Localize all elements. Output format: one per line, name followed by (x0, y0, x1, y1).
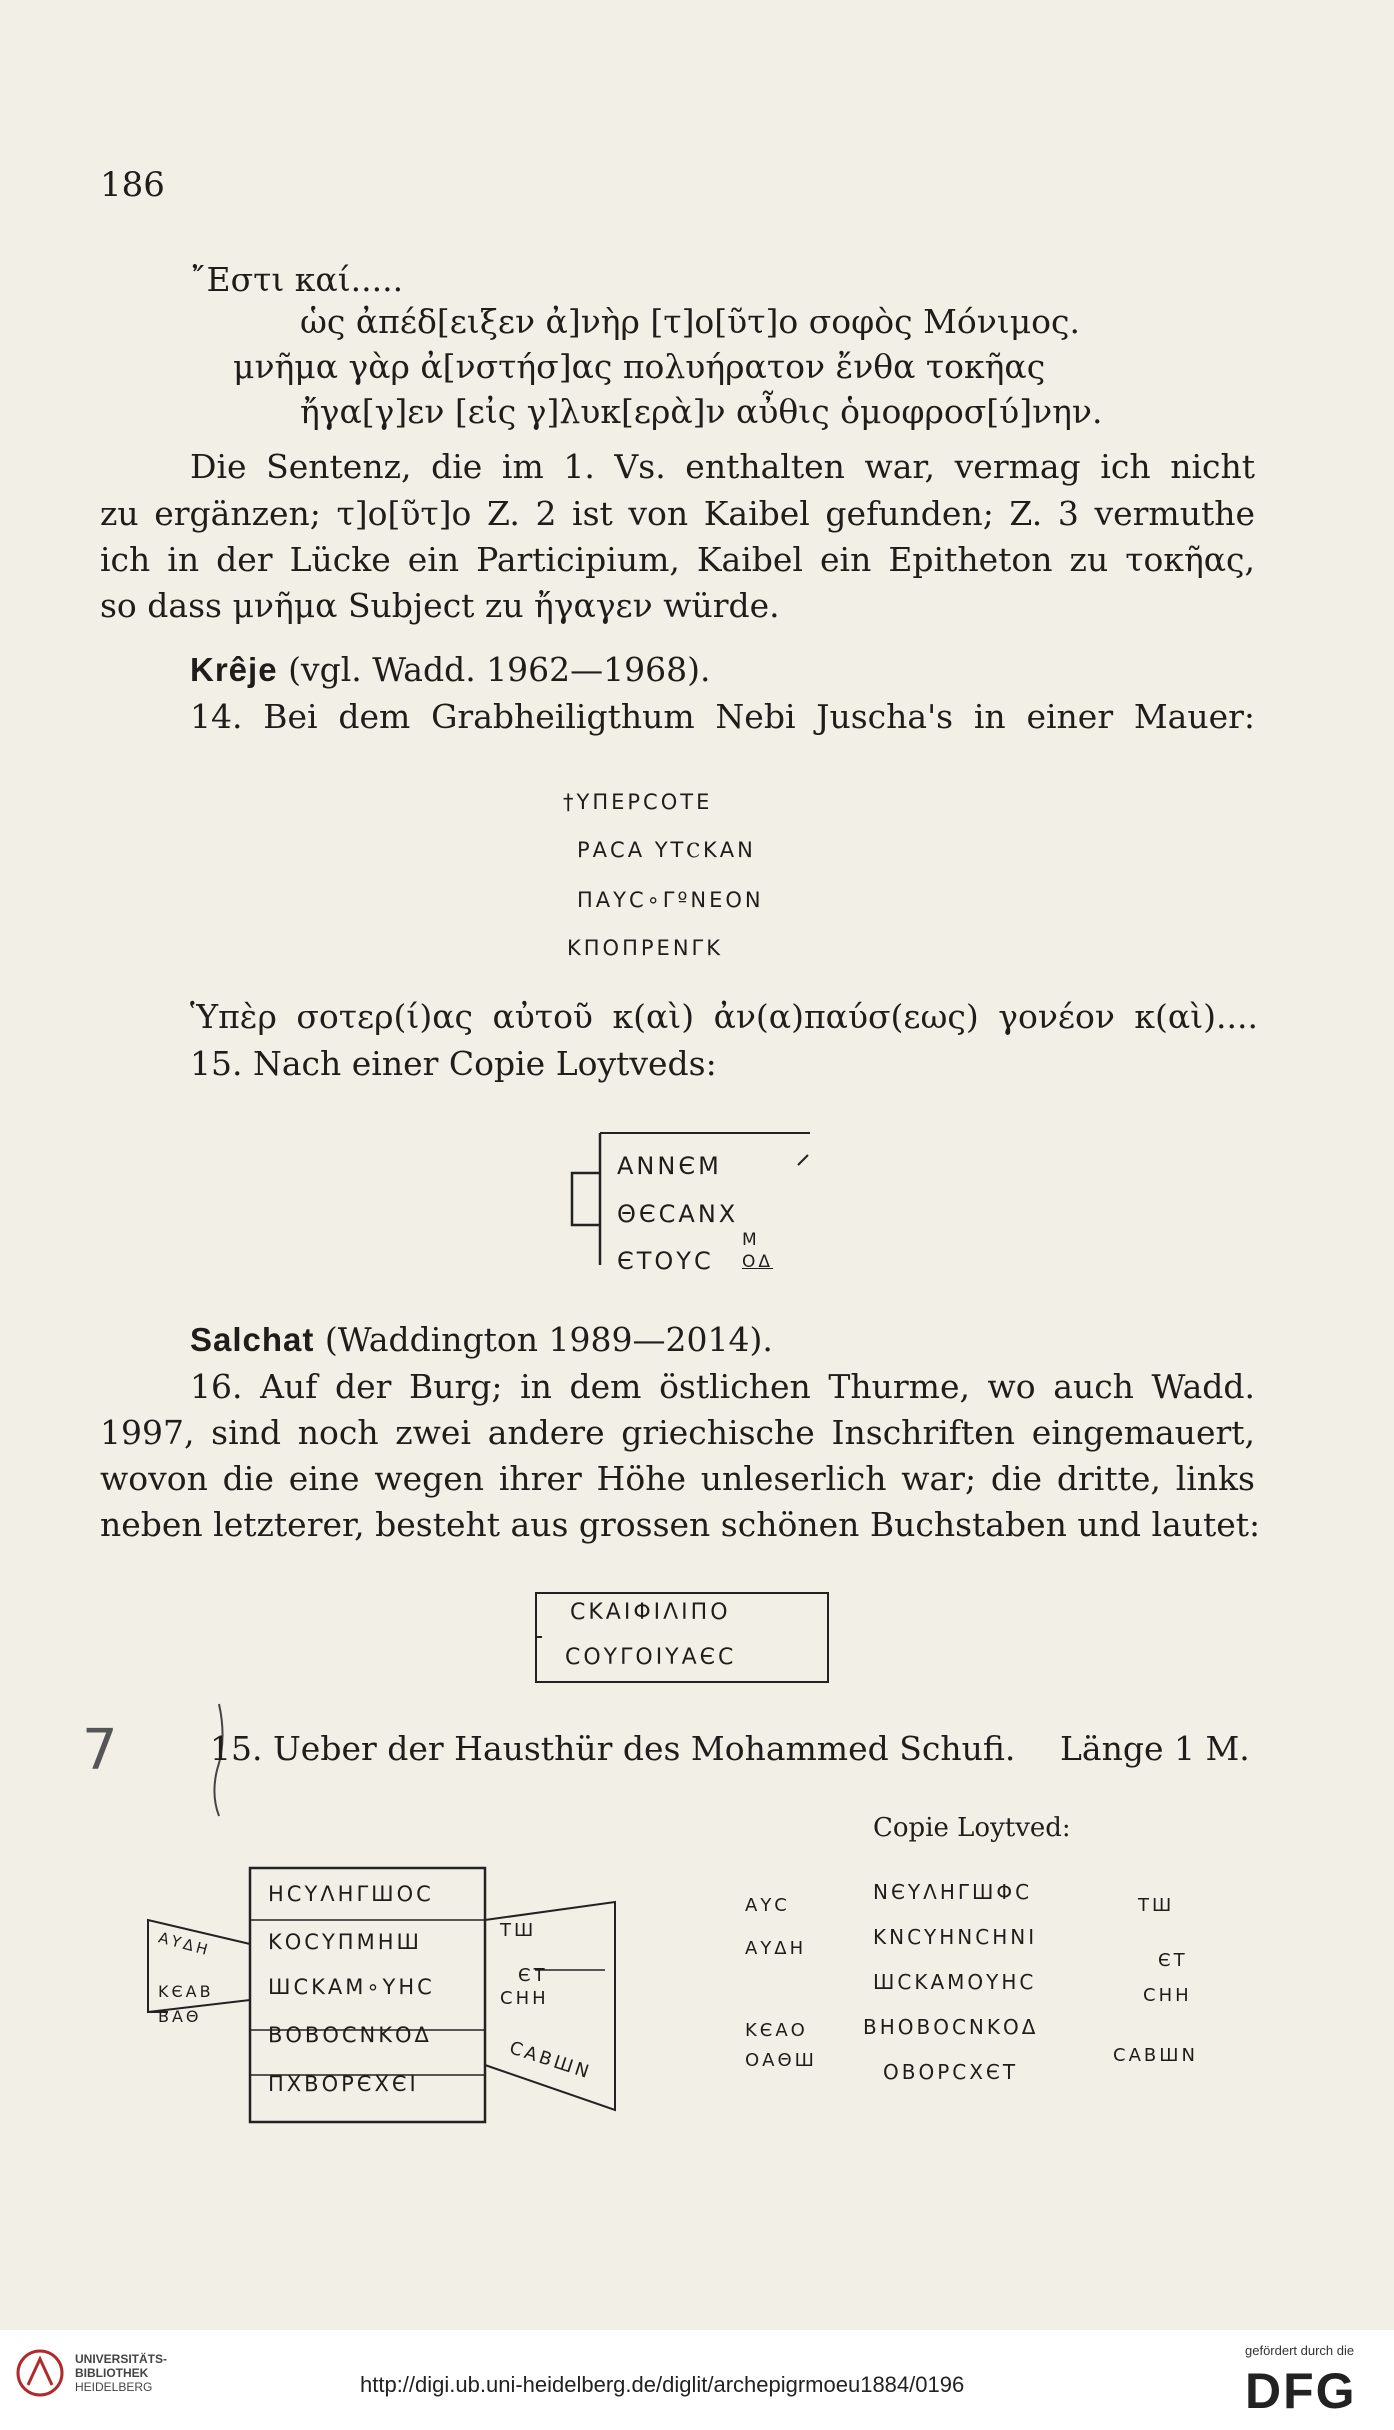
right-ins-row-1: ΝЄΥΛΗΓШΦϹ (873, 1880, 1033, 1904)
salchat-heading (190, 1318, 773, 1362)
right-ins-row-2: ΚΝϹΥΗΝϹΗΝΙ (873, 1925, 1038, 1949)
left-wing-text-3: ΒΑΘ (158, 2007, 202, 2026)
right-wing-text-3: ϹΗΗ (500, 1988, 549, 2009)
logo-line-2: BIBLIOTHEK (75, 2366, 149, 2380)
left-ins-row-1: ΗϹΥΛΗΓШΟϹ (268, 1882, 434, 1906)
digital-copy-link[interactable]: http://digi.ub.uni-heidelberg.de/diglit/archepigrmoeu1884/0196 (360, 2372, 965, 2397)
para1-line-1: Die Sentenz, die im 1. Vs. enthalten war, vermag ich nicht (190, 447, 1255, 486)
epigram-line-3: μνῆμα γὰρ ἀ[νστήσ]ας πολυήρατον ἔνθα τοκῆας (233, 347, 1046, 386)
left-wing-text-2: ΚЄΑΒ (158, 1982, 214, 2001)
para16-line-3: wovon die eine wegen ihrer Höhe unleserlich war; die dritte, links (100, 1459, 1255, 1498)
place-name-salchat: Salchat (190, 1321, 315, 1358)
inscription-14-line-3: ΠΑΥϹ∘ΓºΝΕΟΝ (577, 888, 764, 912)
handwritten-margin-mark: 7 (82, 1718, 118, 1783)
inscription-15-line-2: ΘЄϹΑΝΧ (617, 1200, 739, 1228)
transcription-14: Ὑπὲρ σοτερ(ί)ας αὐτοῦ κ(αὶ) ἀν(α)παύσ(εως) γονέον κ(αὶ).... (190, 997, 1258, 1036)
library-logo (75, 2352, 167, 2394)
item-15b-number: 15. (210, 1729, 263, 1768)
mid-fragment-2: ΑΥΔΗ (745, 1938, 807, 1959)
mid-fragment-3: ΚЄΑΟ (745, 2020, 808, 2041)
inscription-16-line-2: ϹΟΥΓΟΙΥΑЄϹ (565, 1645, 737, 1670)
para1-line-4: so dass μνῆμα Subject zu ἤγαγεν würde. (100, 586, 780, 625)
epigram-line-4: ἤγα[γ]εν [εἰς γ]λυκ[ερὰ]ν αὖθις ὁμοφροσ[ύ]νην. (300, 392, 1103, 431)
dfg-label: gefördert durch die (1245, 2343, 1355, 2358)
copie-loytved-label: Copie Loytved: (873, 1813, 1071, 1843)
right-wing-text-2: ЄΤ (518, 1965, 548, 1986)
para16-line-1: 16. Auf der Burg; in dem östlichen Thurme, wo auch Wadd. (190, 1367, 1255, 1406)
para1-line-2: zu ergänzen; τ]ο[ῦτ]ο Z. 2 ist von Kaibel gefunden; Z. 3 vermuthe (100, 494, 1255, 533)
inscription-14-line-2: ΡΑϹΑ ΥΤⲤΚΑΝ (577, 838, 756, 862)
inscription-15-line-1: ΑΝΝЄΜ (617, 1152, 722, 1180)
epigram-line-1: ῎Εστι καί..... (190, 260, 404, 299)
kreje-heading (190, 648, 711, 692)
right-ins-wing-3: ϹΗΗ (1143, 1985, 1192, 2006)
item-15-text: 15. Nach einer Copie Loytveds: (190, 1044, 717, 1083)
right-ins-wing-2: ЄΤ (1158, 1950, 1188, 1971)
inscription-14-line-4: ΚΠΟΠΡΕΝΓΚ (567, 936, 723, 960)
dfg-logo: DFG (1245, 2363, 1357, 2419)
right-ins-wing-4: ϹΑΒШΝ (1113, 2045, 1198, 2066)
left-ins-row-4: ΒΟΒΟϹΝΚΟΔ (268, 2023, 432, 2047)
logo-line-1: UNIVERSITÄTS- (75, 2352, 168, 2366)
right-ins-row-4: ΒΗΟΒΟϹΝΚΟΔ (863, 2015, 1039, 2039)
item-15b-length: Länge 1 M. (1060, 1729, 1250, 1768)
inscription-15-superscript: Μ (742, 1230, 760, 1250)
para1-line-3: ich in der Lücke ein Participium, Kaibel ein Epitheton zu τοκῆας, (100, 540, 1255, 579)
left-ins-row-2: ΚΟϹΥΠΜΗШ (268, 1930, 422, 1954)
item-14-text: 14. Bei dem Grabheiligthum Nebi Juscha's in einer Mauer: (190, 697, 1255, 736)
inscription-15-subscript: ΟΔ (742, 1252, 774, 1272)
item-15b-text: Ueber der Hausthür des Mohammed Schufi. (272, 1729, 1016, 1768)
item-15b-line (210, 1727, 1015, 1771)
university-seal-icon (15, 2345, 65, 2401)
inscription-14-line-1: †ΥΠΕΡϹΟΤΕ (563, 790, 713, 814)
inscription-15-line-3: ЄΤΟΥϹ (617, 1247, 714, 1275)
right-wing-text-4: ϹΑΒШΝ (506, 2037, 595, 2084)
right-ins-wing-1: ΤШ (1138, 1895, 1175, 1916)
kreje-reference: (vgl. Wadd. 1962—1968). (288, 650, 711, 689)
right-wing-text-1: ΤШ (500, 1920, 537, 1941)
logo-line-3: HEIDELBERG (75, 2380, 153, 2394)
right-ins-row-3: ШϹΚΑΜΟΥΗϹ (873, 1970, 1037, 1994)
right-ins-row-5: ΟΒΟΡϹΧЄΤ (883, 2060, 1019, 2084)
para16-line-4: neben letzterer, besteht aus grossen schönen Buchstaben und lautet: (100, 1505, 1261, 1544)
salchat-reference: (Waddington 1989—2014). (324, 1320, 773, 1359)
para16-line-2: 1997, sind noch zwei andere griechische Inschriften eingemauert, (100, 1413, 1255, 1452)
left-ins-row-5: ΠΧΒΟΡЄΧЄΙ (268, 2072, 419, 2096)
left-ins-row-3: ШϹΚΑΜ∘ΥΗϹ (268, 1975, 435, 1999)
inscription-16-line-1: ϹΚΑΙΦΙΛΙΠΟ (570, 1600, 731, 1625)
left-wing-text-1: ΑΥΔΗ (156, 1928, 213, 1960)
mid-fragment-1: ΑΥϹ (745, 1895, 790, 1916)
place-name-kreje: Krêje (190, 651, 278, 688)
epigram-line-2: ὡς ἀπέδ[ειξεν ἀ]νὴρ [τ]ο[ῦτ]ο σοφὸς Μόνιμος. (300, 302, 1081, 341)
mid-fragment-4: ΟΑΘШ (745, 2050, 817, 2071)
page-number: 186 (100, 165, 165, 205)
